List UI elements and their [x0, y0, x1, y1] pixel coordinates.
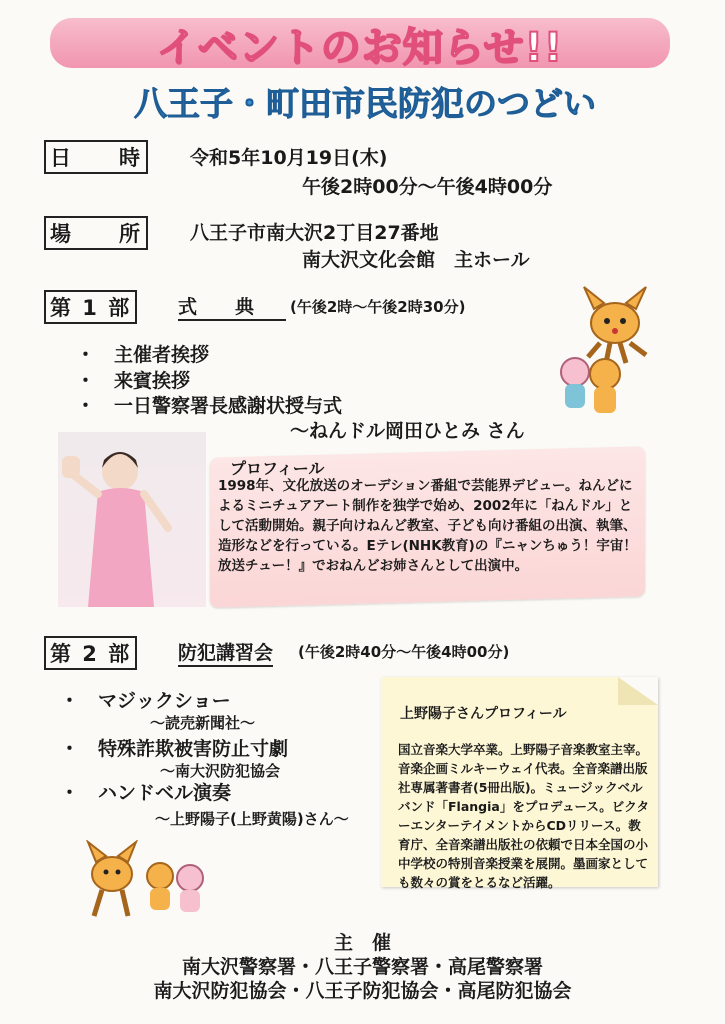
part1-item-1: 主催者挨拶 — [114, 344, 210, 366]
part2-item-2: 特殊詐欺被害防止寸劇 — [98, 738, 289, 760]
place-label: 場 所 — [44, 216, 148, 250]
part2-item-3: ハンドベル演奏 — [98, 782, 232, 804]
note-fold — [618, 677, 658, 705]
place-line2: 南大沢文化会館 主ホール — [302, 249, 530, 271]
list-item: ・ 主催者挨拶 — [76, 344, 210, 366]
part2-label: 第 2 部 — [44, 636, 137, 670]
part2-item-3-by: ～上野陽子(上野黄陽)さん～ — [155, 810, 349, 828]
list-item: ・ ハンドベル演奏 — [60, 782, 232, 804]
part2-time: (午後2時40分～午後4時00分) — [298, 643, 510, 661]
profile-body: 1998年、文化放送のオーデション番組で芸能界デビュー。ねんどによるミニチュアアート制作を独学で始め、2002年に「ねんドル」として活動開始。親子向けねんど教室、子ども向け番組の出演、執筆、造形などを行っている。Eテレ(NHK教育)の『ニャンちゅう！宇宙！放送チュー！』でおねんどお姉さんとして出演中。 — [218, 478, 637, 574]
date-line1: 令和5年10月19日(木) — [190, 147, 388, 169]
list-item: ・ 来賓挨拶 — [76, 370, 191, 392]
part1-item-3: 一日警察署長感謝状授与式 — [114, 395, 343, 417]
list-item: ・ マジックショー — [60, 690, 231, 712]
part1-title: 式 典 — [178, 292, 286, 321]
list-item: ・ 特殊詐欺被害防止寸劇 — [60, 738, 289, 760]
list-item: ・ 一日警察署長感謝状授与式 — [76, 395, 343, 417]
event-subtitle: 八王子・町田市民防犯のつどい — [134, 84, 596, 123]
mascot-family-icon — [555, 352, 630, 417]
title-banner: イベントのお知らせ!! — [156, 25, 564, 71]
part2-item-1: マジックショー — [98, 690, 231, 712]
part1-label: 第 1 部 — [44, 290, 137, 324]
organizer-line1: 南大沢警察署・八王子警察署・高尾警察署 — [181, 956, 543, 978]
part2-item-1-by: ～読売新聞社～ — [150, 714, 256, 732]
organizer-line2: 南大沢防犯協会・八王子防犯協会・高尾防犯協会 — [153, 980, 572, 1002]
place-line1: 八王子市南大沢2丁目27番地 — [190, 222, 439, 244]
mascot-group-icon — [82, 840, 217, 925]
note-body: 国立音楽大学卒業。上野陽子音楽教室主宰。音楽企画ミルキーウェイ代表。全音楽譜出版社専属著書者(5冊出版)。ミュージックベルバンド「Flangia」をプロデュース。ビクターエンターテイメントからCDリリース。教育庁、全音楽譜出版社の依頼で日本全国の小中学校の特別音楽授業を展開。墨画家としても数々の賞をとるなど活躍。 — [398, 742, 649, 890]
guest-figure-icon — [58, 432, 206, 607]
guest-photo — [58, 432, 206, 607]
part1-item-2: 来賓挨拶 — [114, 370, 191, 392]
note-title: 上野陽子さんプロフィール — [400, 706, 567, 722]
date-line2: 午後2時00分～午後4時00分 — [302, 176, 553, 198]
date-label: 日 時 — [44, 140, 148, 174]
organizer-label: 主 催 — [333, 932, 391, 954]
part2-item-2-by: ～南大沢防犯協会 — [160, 762, 281, 780]
profile-title: プロフィール — [230, 459, 325, 478]
part2-title: 防犯講習会 — [178, 638, 273, 667]
part1-time: (午後2時～午後2時30分) — [290, 298, 466, 316]
part1-guest: ～ねんドル岡田ひとみ さん — [290, 420, 525, 442]
